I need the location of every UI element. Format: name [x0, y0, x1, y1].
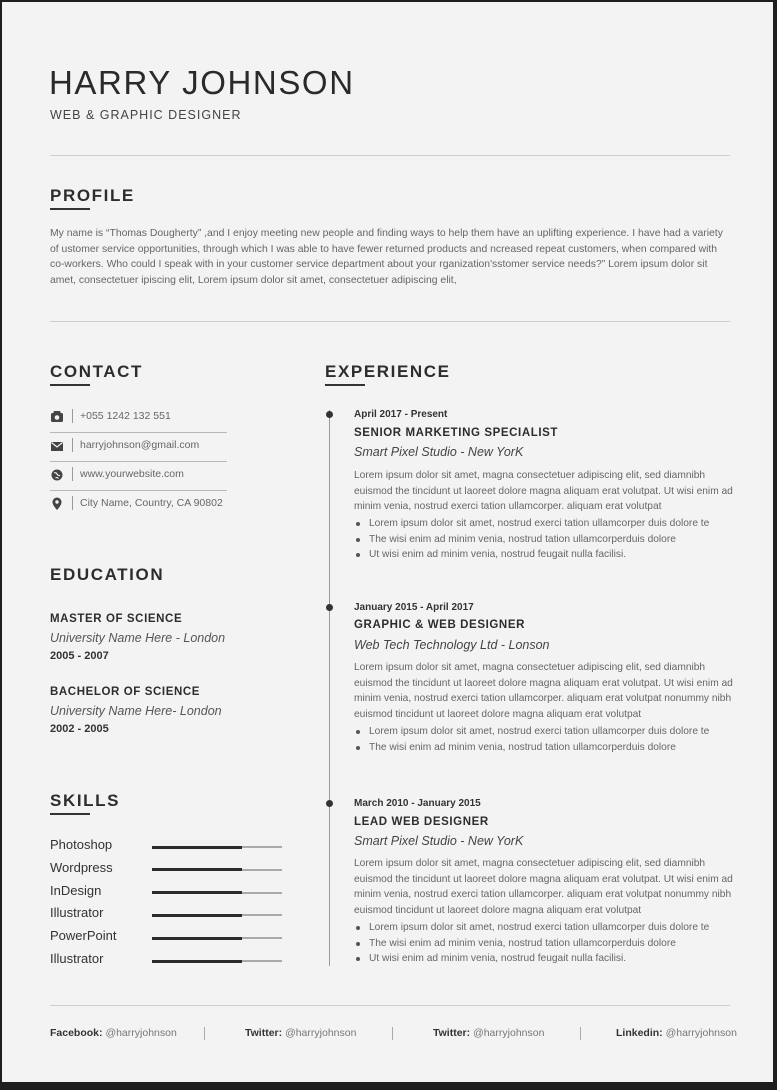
experience-bullet: The wisi enim ad minim venia, nostrud tation ullamcorperduis dolore [354, 532, 709, 548]
experience-job-title: GRAPHIC & WEB DESIGNER [354, 619, 526, 631]
experience-bullets [354, 724, 709, 755]
footer-label: Linkedin: [616, 1027, 663, 1039]
resume-name: HARRY JOHNSON [49, 64, 355, 101]
skill-bar-fill [152, 846, 242, 849]
contact-website [50, 462, 227, 491]
experience-job-title: LEAD WEB DESIGNER [354, 816, 489, 828]
footer-separator [580, 1027, 581, 1040]
footer-handle: @harryjohnson [665, 1027, 737, 1039]
skill-bar-fill [152, 937, 242, 940]
contact-phone-text[interactable]: +055 1242 132 551 [80, 410, 171, 422]
skills-title: SKILLS [50, 791, 121, 810]
experience-description: Lorem ipsum dolor sit amet, magna consectetuer adipiscing elit, sed diamnibh euismod the tincidunt ut laoreet dolore magna aliquam erat volutpat. Ut wisi enim ad minim venia, nostrud exerci tation ullamcorper. aliquam erat volutpat nonummy nibh euismod tincidunt ut laoreet dolore magna aliquam erat volutpat [354, 858, 733, 916]
skill-bar [152, 937, 282, 939]
education-school: University Name Here- London [50, 704, 222, 718]
experience-company: Smart Pixel Studio - New YorK [354, 445, 524, 459]
profile-text: My name is “Thomas Dougherty” ,and I enjoy meeting new people and finding ways to help them have an uplifting experience. I have had a variety of ustomer service opportunities, through which I was able to have fewer returned products and ncreased repeat customers, when compared with co-workers. Who could I speak with in your customer service department about your rganization'sstomer service needs?” Lorem ipsum dolor sit amet, consectetuer ipiscing elit, Lorem ipsum dolor sit amet, consectetuer adipiscing elit, [50, 228, 723, 286]
skill-bar [152, 869, 282, 871]
resume-page [2, 2, 773, 1082]
experience-timeline [329, 410, 330, 966]
contact-separator [72, 438, 73, 452]
contact-address [50, 491, 227, 519]
footer-twitter[interactable] [433, 1027, 544, 1039]
skill-name: Wordpress [50, 859, 113, 875]
footer-label: Facebook: [50, 1027, 103, 1039]
profile-divider [50, 321, 730, 322]
skill-name: Illustrator [50, 951, 104, 966]
experience-bullet: Lorem ipsum dolor sit amet, nostrud exerci tation ullamcorper duis dolore te [354, 724, 709, 740]
contact-title: CONTACT [50, 362, 144, 381]
skill-name: Photoshop [50, 837, 113, 852]
education-years: 2002 - 2005 [50, 723, 109, 735]
footer-label: Twitter: [433, 1027, 471, 1039]
footer-linkedin[interactable] [616, 1027, 737, 1039]
education-school: University Name Here - London [50, 631, 226, 645]
contact-separator [72, 496, 73, 510]
profile-title-underline [50, 208, 90, 210]
experience-date: April 2017 - Present [354, 409, 448, 420]
location-pin-icon [50, 497, 64, 511]
globe-icon [50, 468, 64, 482]
footer-facebook[interactable] [50, 1027, 177, 1039]
skill-name: InDesign [50, 882, 102, 898]
experience-bullet: Lorem ipsum dolor sit amet, nostrud exerci tation ullamcorper duis dolore te [354, 516, 709, 532]
skill-name: Illustrator [50, 905, 104, 921]
experience-bullet: The wisi enim ad minim venia, nostrud tation ullamcorperduis dolore [354, 740, 709, 756]
contact-separator [72, 467, 73, 481]
footer-handle: @harryjohnson [285, 1027, 357, 1039]
skills-title-underline [50, 813, 90, 815]
skill-bar-fill [152, 914, 242, 917]
footer-separator [392, 1027, 393, 1040]
footer-label: Twitter: [245, 1027, 283, 1039]
experience-company: Web Tech Technology Ltd - Lonson [354, 638, 550, 652]
education-degree: BACHELOR OF SCIENCE [50, 686, 201, 698]
footer-twitter[interactable] [245, 1027, 356, 1039]
experience-bullet: Lorem ipsum dolor sit amet, nostrud exerci tation ullamcorper duis dolore te [354, 920, 709, 936]
mail-icon [50, 439, 64, 453]
education-title: EDUCATION [50, 565, 165, 584]
timeline-dot [326, 800, 333, 807]
footer-handle: @harryjohnson [473, 1027, 545, 1039]
skill-bar-fill [152, 891, 242, 894]
experience-title: EXPERIENCE [325, 362, 451, 381]
profile-title: PROFILE [50, 186, 135, 205]
skill-bar [152, 914, 282, 916]
experience-bullet: Ut wisi enim ad minim venia, nostrud feugait nulla facilisi. [354, 547, 709, 563]
resume-role: WEB & GRAPHIC DESIGNER [50, 108, 242, 122]
skill-bar-fill [152, 868, 242, 871]
contact-website-text[interactable]: www.yourwebsite.com [80, 468, 184, 480]
header-divider [50, 155, 730, 156]
skill-bar [152, 846, 282, 848]
timeline-dot [326, 604, 333, 611]
skill-bar [152, 892, 282, 894]
experience-company: Smart Pixel Studio - New YorK [354, 834, 524, 848]
footer-handle: @harryjohnson [105, 1027, 177, 1039]
contact-phone [50, 404, 227, 433]
experience-description: Lorem ipsum dolor sit amet, magna consectetuer adipiscing elit, sed diamnibh euismod the tincidunt ut laoreet dolore magna aliquam erat volutpat. Ut wisi enim ad minim venia, nostrud exerci tation ullamcorper. aliquam erat volutpat nonummy nibh euismod tincidunt ut laoreet dolore magna aliquam erat volutpat [354, 662, 733, 720]
contact-email [50, 433, 227, 462]
contact-separator [72, 409, 73, 423]
education-years: 2005 - 2007 [50, 650, 109, 662]
experience-bullets [354, 920, 709, 967]
footer-divider [50, 1005, 730, 1006]
experience-description: Lorem ipsum dolor sit amet, magna consectetuer adipiscing elit, sed diamnibh euismod the tincidunt ut laoreet dolore magna aliquam erat volutpat. Ut wisi enim ad minim venia, nostrud exerci tation ullamcorper. aliquam erat volutpat [354, 470, 733, 512]
footer-separator [204, 1027, 205, 1040]
experience-job-title: SENIOR MARKETING SPECIALIST [354, 427, 559, 439]
skill-name: PowerPoint [50, 928, 117, 944]
timeline-dot [326, 411, 333, 418]
education-degree: MASTER OF SCIENCE [50, 613, 183, 625]
contact-title-underline [50, 384, 90, 386]
experience-bullet: The wisi enim ad minim venia, nostrud tation ullamcorperduis dolore [354, 936, 709, 952]
experience-title-underline [325, 384, 365, 386]
experience-bullets [354, 516, 709, 563]
phone-icon [50, 410, 64, 424]
experience-bullet: Ut wisi enim ad minim venia, nostrud feugait nulla facilisi. [354, 951, 709, 967]
skill-bar [152, 960, 282, 962]
experience-date: January 2015 - April 2017 [354, 602, 474, 613]
contact-email-text[interactable]: harryjohnson@gmail.com [80, 439, 200, 451]
skill-bar-fill [152, 960, 242, 963]
experience-date: March 2010 - January 2015 [354, 798, 481, 809]
contact-address-text: City Name, Country, CA 90802 [80, 497, 223, 509]
